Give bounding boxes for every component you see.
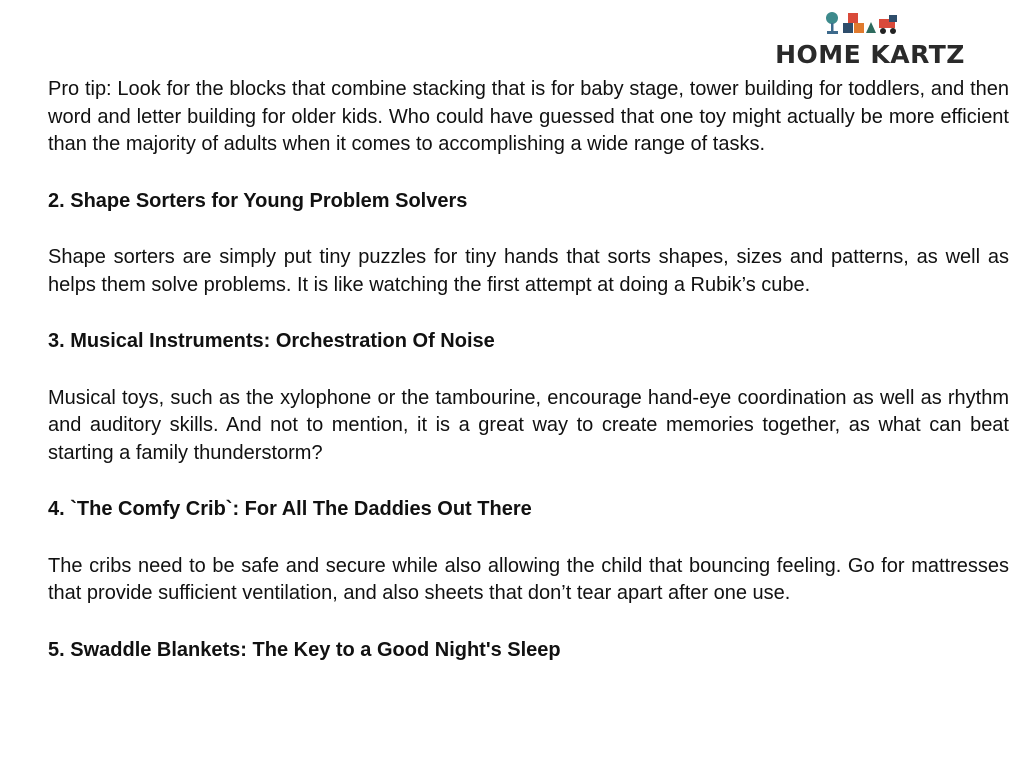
paragraph: The cribs need to be safe and secure while also allowing the child that bouncing feeling. Go for mattresses that provide sufficient ventilation, and also sheets that don’t tear apart after one use. (48, 554, 1009, 604)
paragraph: Musical toys, such as the xylophone or the tambourine, encourage hand-eye coordination as well as rhythm and auditory skills. And not to mention, it is a great way to create memories together, as what can beat starting a family thunderstorm? (48, 386, 1009, 464)
section-heading: 4. `The Comfy Crib`: For All The Daddies Out There (48, 498, 532, 520)
section-heading: 5. Swaddle Blankets: The Key to a Good Night's Sleep (48, 638, 561, 661)
paragraph: Shape sorters are simply put tiny puzzles for tiny hands that sorts shapes, sizes and patterns, as well as helps them solve problems. It is like watching the first attempt at doing a Rubik’s cube. (48, 246, 1009, 296)
paragraph: Pro tip: Look for the blocks that combine stacking that is for baby stage, tower building for toddlers, and then word and letter building for older kids. Who could have guessed that one toy might actually be more efficient than the majority of adults when it comes to accomplishing a wide range of tasks. (48, 78, 1009, 155)
toy-blocks-logo-icon (824, 10, 900, 36)
section-heading: 2. Shape Sorters for Young Problem Solvers (48, 189, 468, 212)
section-heading: 3. Musical Instruments: Orchestration Of Noise (48, 330, 495, 352)
brand-logo (772, 10, 968, 68)
article-body (48, 76, 1009, 693)
brand-name: HOME KARTZ (775, 40, 965, 69)
